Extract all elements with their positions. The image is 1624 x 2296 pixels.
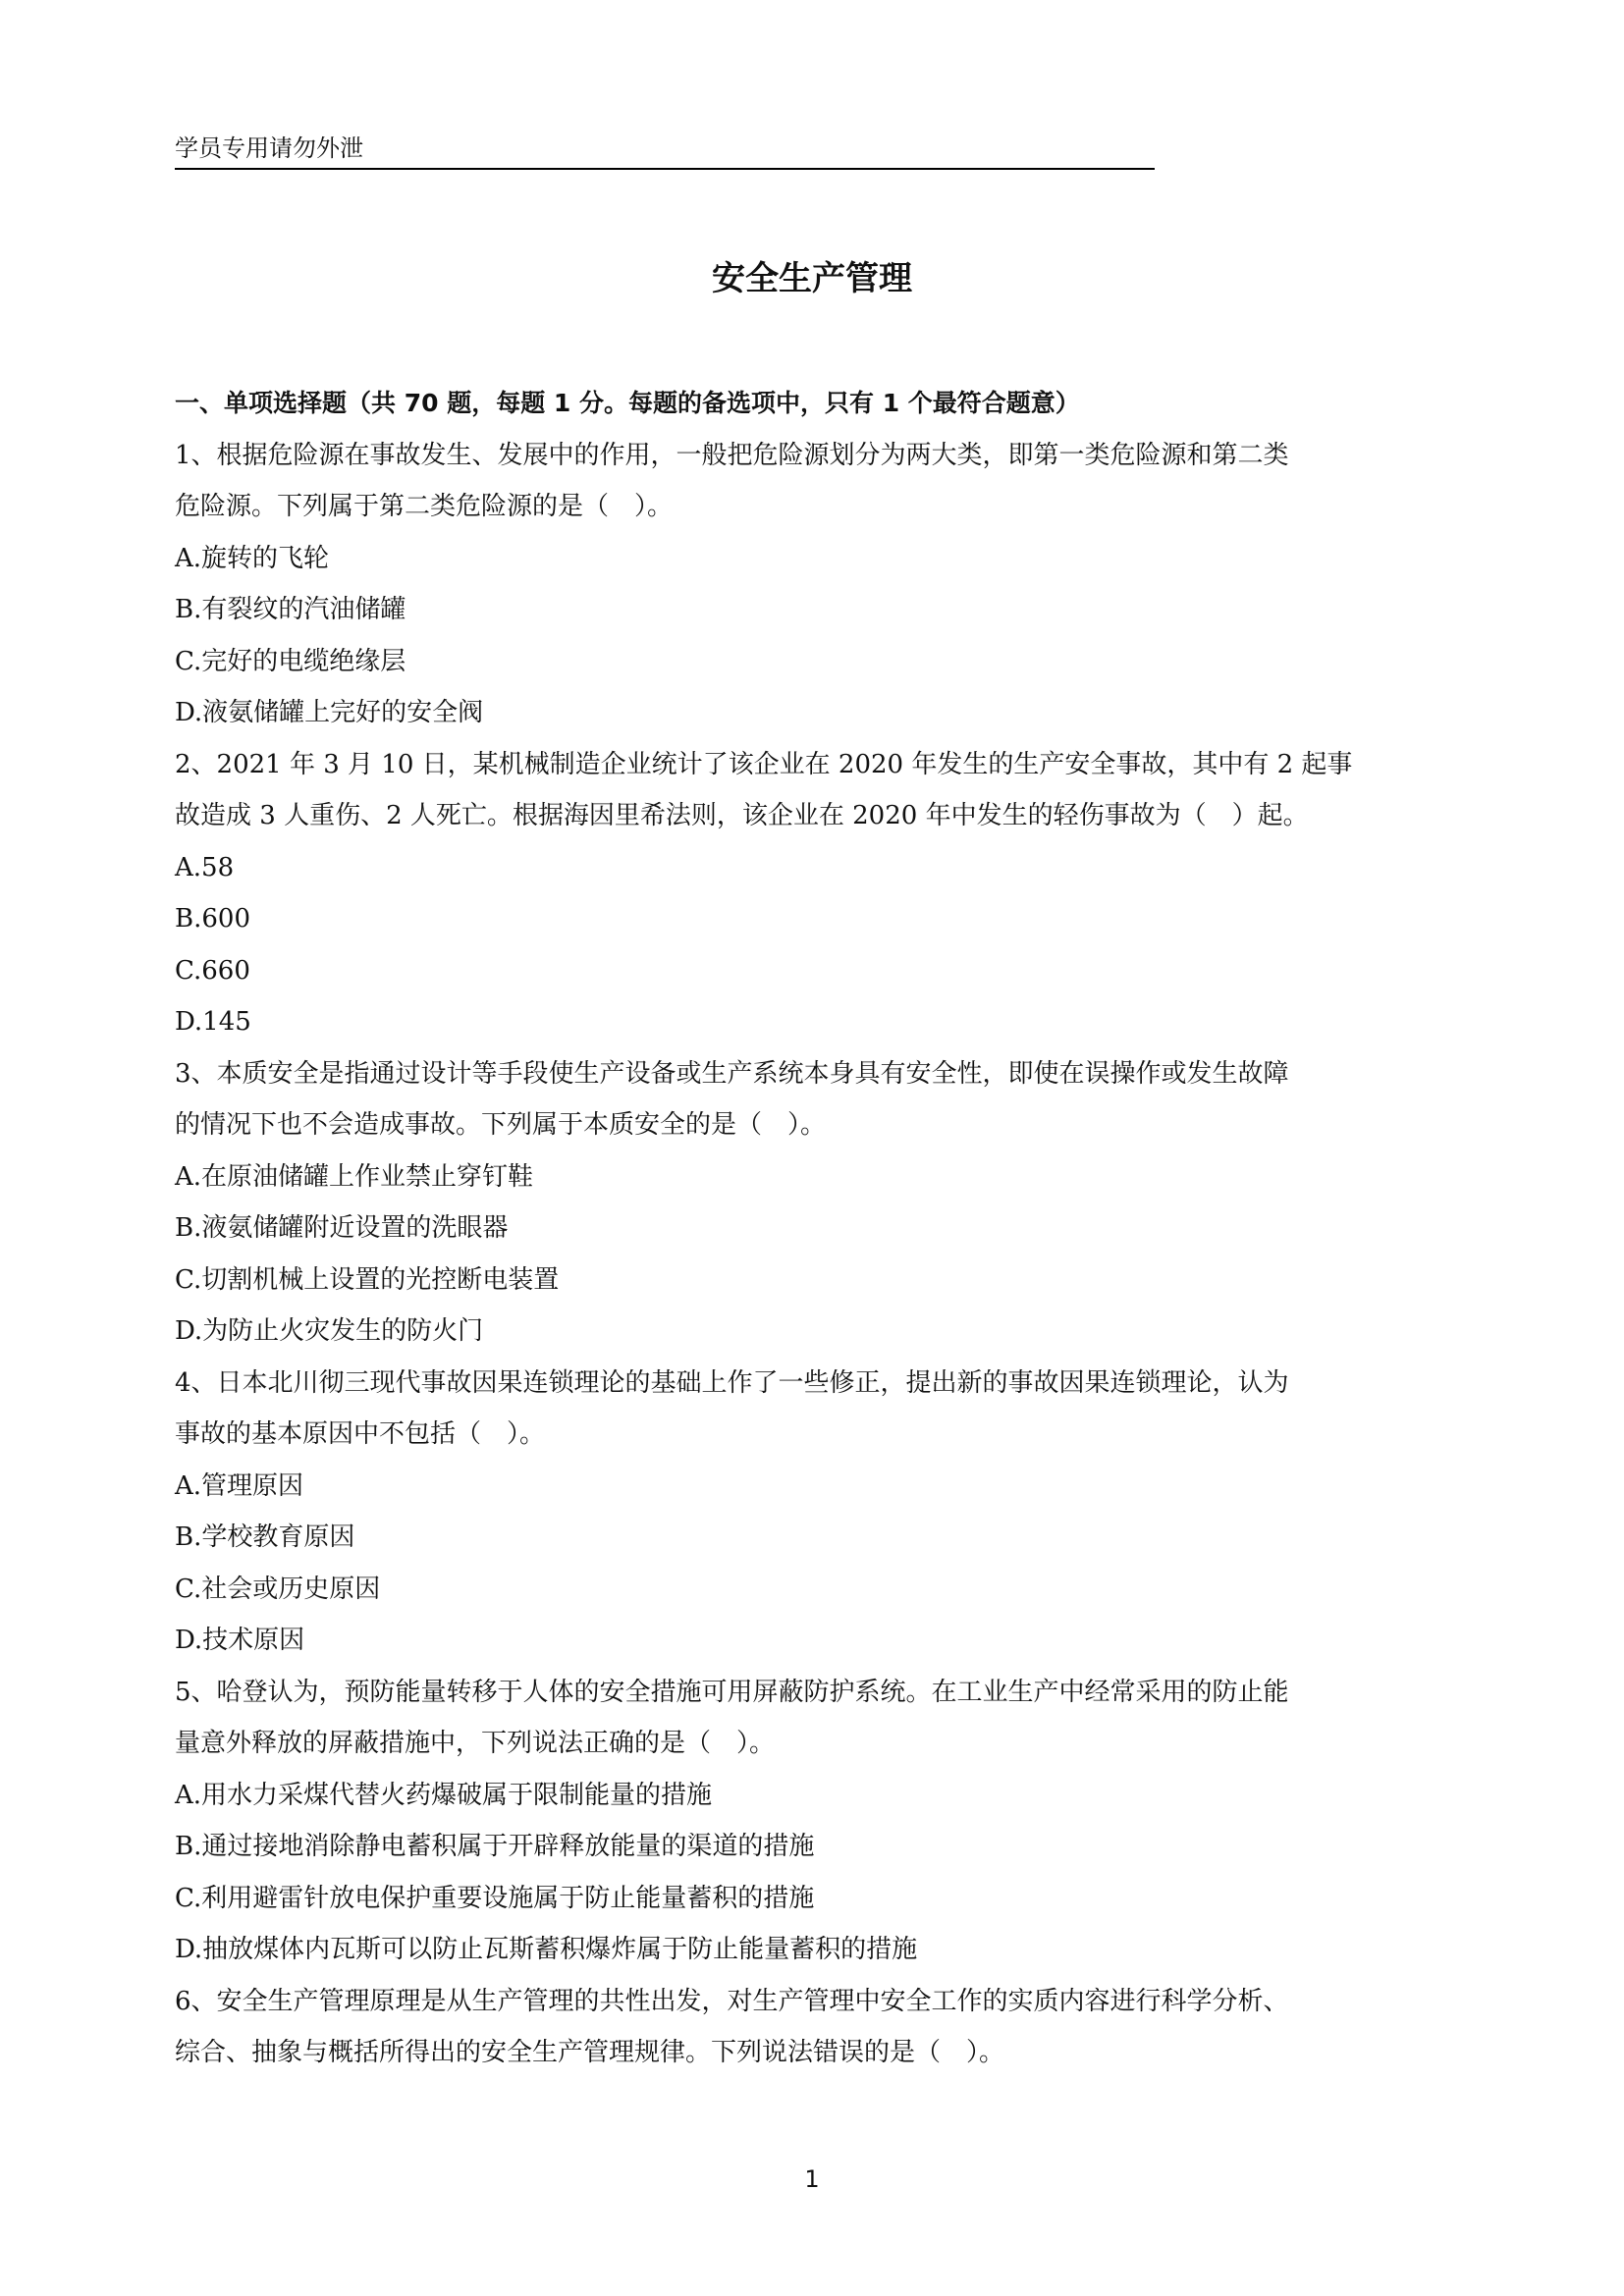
option-b: B.通过接地消除静电蓄积属于开辟释放能量的渠道的措施 [175, 1832, 815, 1861]
question-text-line: 1、根据危险源在事故发生、发展中的作用，一般把危险源划分为两大类，即第一类危险源和第二类 [175, 440, 1289, 470]
question-text-line: 6、安全生产管理原理是从生产管理的共性出发，对生产管理中安全工作的实质内容进行科学分析、 [175, 1986, 1289, 2016]
option-b: B.有裂纹的汽油储罐 [175, 595, 406, 624]
option-c: C.切割机械上设置的光控断电装置 [175, 1264, 560, 1295]
option-b: B.液氨储罐附近设置的洗眼器 [175, 1213, 509, 1243]
question-text-line: 3、本质安全是指通过设计等手段使生产设备或生产系统本身具有安全性，即使在误操作或发生故障 [175, 1058, 1289, 1089]
question-2 [175, 739, 1451, 1048]
option-c: C.利用避雷针放电保护重要设施属于防止能量蓄积的措施 [175, 1883, 815, 1913]
option-a: A.58 [175, 852, 235, 882]
question-text-line: 的情况下也不会造成事故。下列属于本质安全的是（ ）。 [175, 1110, 827, 1140]
question-6 [175, 1976, 1451, 2079]
option-b: B.600 [175, 904, 250, 934]
question-text-line: 综合、抽象与概括所得出的安全生产管理规律。下列说法错误的是（ ）。 [175, 2038, 1005, 2067]
option-c: C.社会或历史原因 [175, 1574, 381, 1604]
confidential-header [175, 133, 1155, 170]
option-a: A.用水力采煤代替火药爆破属于限制能量的措施 [175, 1780, 713, 1810]
question-text-line: 危险源。下列属于第二类危险源的是（ ）。 [175, 492, 674, 521]
header-text: 学员专用请勿外泄 [175, 134, 363, 162]
question-text-line: 2、2021 年 3 月 10 日，某机械制造企业统计了该企业在 2020 年发生的生产安全事故，其中有 2 起事 [175, 749, 1353, 779]
option-d: D.为防止火灾发生的防火门 [175, 1316, 484, 1346]
option-d: D.液氨储罐上完好的安全阀 [175, 698, 484, 727]
option-a: A.管理原因 [175, 1470, 304, 1501]
question-text-line: 事故的基本原因中不包括（ ）。 [175, 1419, 546, 1449]
option-a: A.在原油储罐上作业禁止穿钉鞋 [175, 1161, 534, 1192]
section-heading: 一、单项选择题（共 70 题，每题 1 分。每题的备选项中，只有 1 个最符合题意） [175, 389, 1080, 417]
option-a: A.旋转的飞轮 [175, 543, 330, 573]
page-number: 1 [804, 2165, 820, 2193]
question-3 [175, 1048, 1451, 1358]
question-text-line: 故造成 3 人重伤、2 人死亡。根据海因里希法则，该企业在 2020 年中发生的轻伤事故为（ ）起。 [175, 801, 1309, 830]
question-5 [175, 1667, 1451, 1976]
question-text-line: 4、日本北川彻三现代事故因果连锁理论的基础上作了一些修正，提出新的事故因果连锁理论，认为 [175, 1367, 1289, 1398]
option-d: D.145 [175, 1007, 251, 1037]
question-text-line: 5、哈登认为，预防能量转移于人体的安全措施可用屏蔽防护系统。在工业生产中经常采用的防止能 [175, 1677, 1289, 1707]
option-c: C.660 [175, 955, 250, 986]
option-d: D.抽放煤体内瓦斯可以防止瓦斯蓄积爆炸属于防止能量蓄积的措施 [175, 1935, 918, 1964]
document-body [175, 378, 1451, 2079]
option-b: B.学校教育原因 [175, 1522, 355, 1552]
question-text-line: 量意外释放的屏蔽措施中，下列说法正确的是（ ）。 [175, 1729, 776, 1758]
question-4 [175, 1358, 1451, 1667]
option-c: C.完好的电缆绝缘层 [175, 646, 406, 676]
question-1 [175, 430, 1451, 739]
option-d: D.技术原因 [175, 1626, 305, 1655]
document-title: 安全生产管理 [712, 259, 912, 298]
